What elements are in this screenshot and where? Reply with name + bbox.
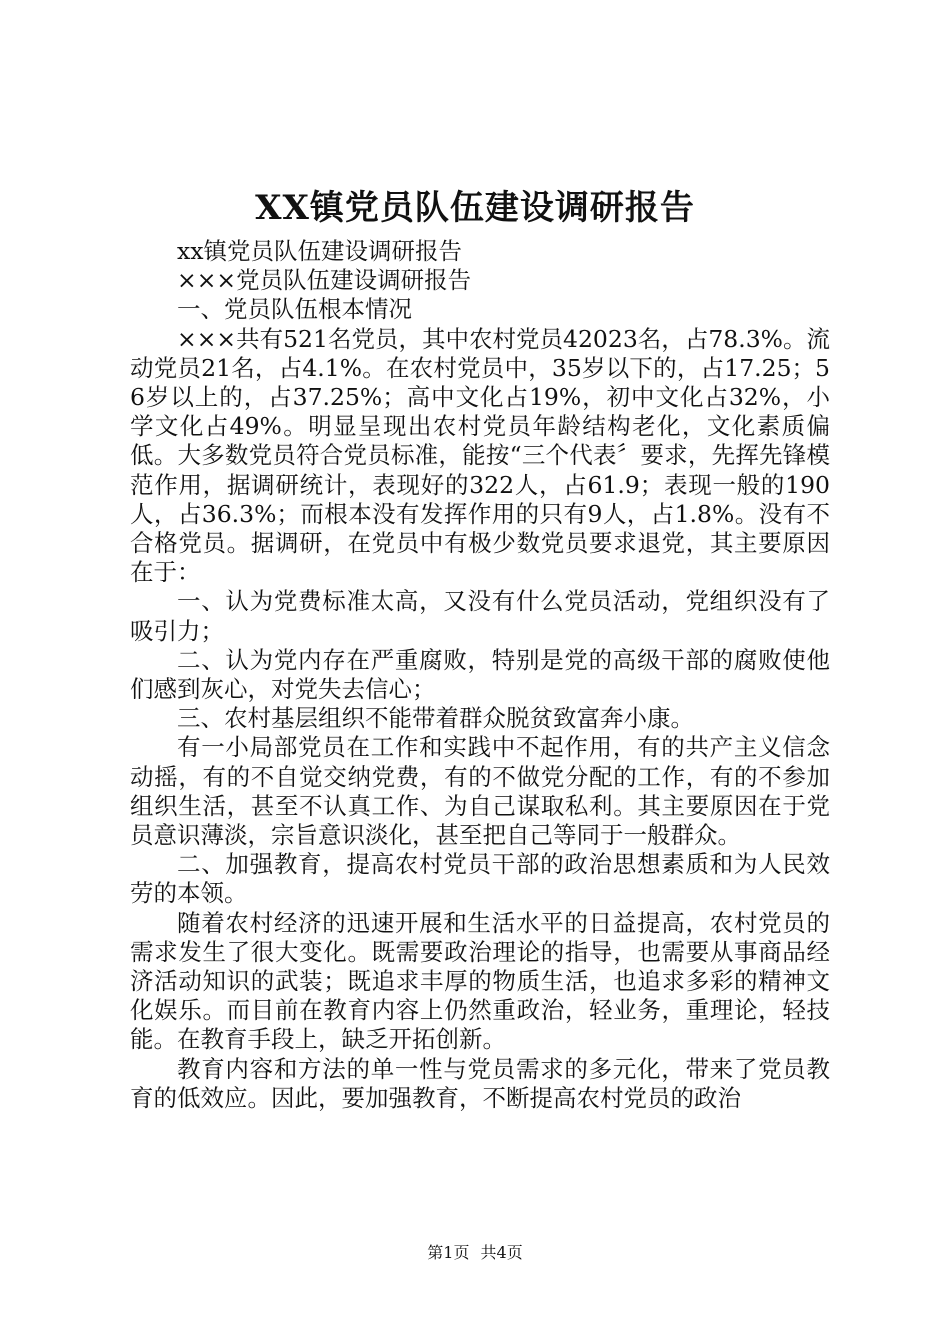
document-title: XX镇党员队伍建设调研报告	[255, 188, 695, 228]
page-footer	[0, 1241, 950, 1265]
list-item-reason-1: 一、认为党费标准太高，又没有什么党员活动，党组织没有了吸引力；	[130, 587, 830, 645]
section-heading-2: 二、加强教育，提高农村党员干部的政治思想素质和为人民效劳的本领。	[130, 850, 830, 908]
paragraph-report-name: ×××党员队伍建设调研报告	[177, 266, 472, 295]
section-heading-1: 一、党员队伍根本情况	[177, 295, 412, 324]
list-item-reason-2: 二、认为党内存在严重腐败，特别是党的高级干部的腐败使他们感到灰心，对党失去信心；	[130, 645, 830, 704]
page-total: 共4页	[480, 1243, 523, 1262]
paragraph-problems: 有一小局部党员在工作和实践中不起作用，有的共产主义信念动摇，有的不自觉交纳党费，有的不做党分配的工作，有的不参加组织生活，甚至不认真工作、为自己谋取私利。其主要原因在于党员意识薄淡，宗旨意识淡化，甚至把自己等同于一般群众。	[130, 733, 830, 850]
paragraph-education: 教育内容和方法的单一性与党员需求的多元化，带来了党员教育的低效应。因此，要加强教育，不断提高农村党员的政治	[130, 1054, 830, 1112]
document-body	[130, 237, 830, 1113]
paragraph-statistics: ×××共有521名党员，其中农村党员42023名，占78.3%。流动党员21名，占4.1%。在农村党员中，35岁以下的，占17.25；56岁以上的，占37.25%；高中文化占19%，初中文化占32%，小学文化占49%。明显呈现出农村党员年龄结构老化，文化素质偏低。大多数党员符合党员标准，能按“三个代表〞要求，先挥先锋模范作用，据调研统计，表现好的322人，占61.9；表现一般的190人，占36.3%；而根本没有发挥作用的只有9人，占1.8%。没有不合格党员。据调研，在党员中有极少数党员要求退党，其主要原因在于：	[130, 324, 830, 587]
paragraph-needs: 随着农村经济的迅速开展和生活水平的日益提高，农村党员的需求发生了很大变化。既需要政治理论的指导，也需要从事商品经济活动知识的武装；既追求丰厚的物质生活，也追求多彩的精神文化娱乐。而目前在教育内容上仍然重政治，轻业务，重理论，轻技能。在教育手段上，缺乏开拓创新。	[130, 908, 830, 1054]
paragraph-subtitle: xx镇党员队伍建设调研报告	[177, 237, 463, 265]
list-item-reason-3: 三、农村基层组织不能带着群众脱贫致富奔小康。	[177, 704, 694, 733]
page-number: 第1页	[427, 1243, 470, 1262]
